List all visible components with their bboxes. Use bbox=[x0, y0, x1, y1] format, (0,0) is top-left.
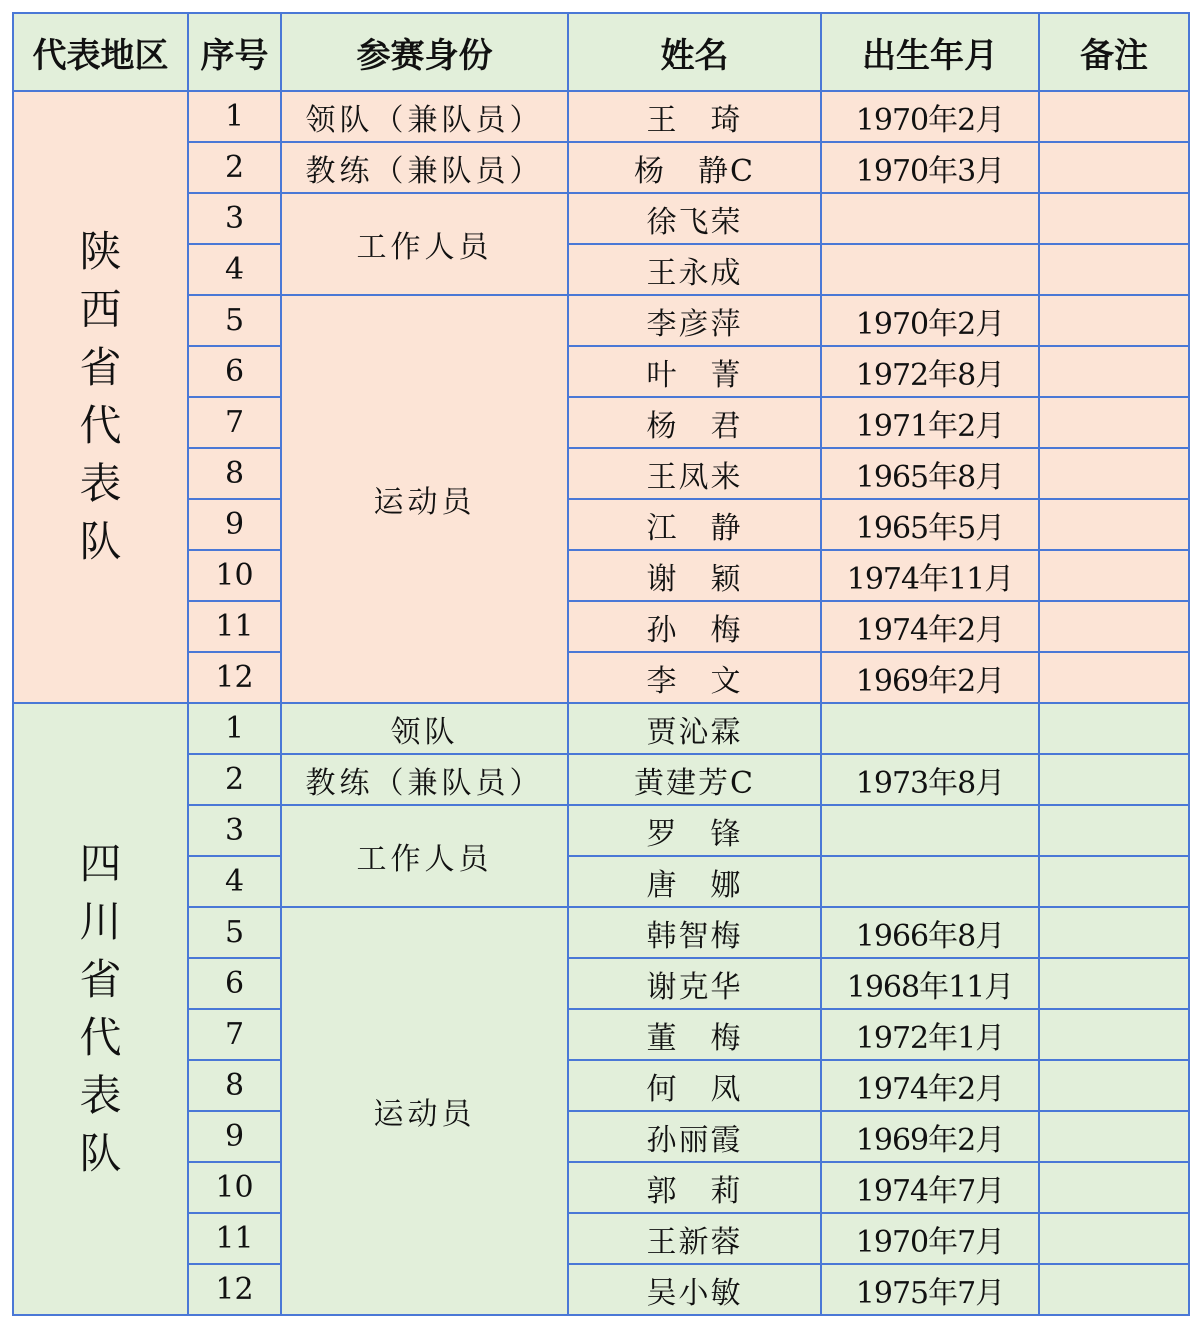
birth-cell[interactable]: 1974年11月 bbox=[821, 550, 1039, 601]
header-row bbox=[13, 13, 1189, 91]
name-cell[interactable]: 吴小敏 bbox=[568, 1264, 821, 1315]
table-row bbox=[13, 448, 1189, 499]
note-cell[interactable] bbox=[1039, 1162, 1189, 1213]
birth-cell[interactable]: 1974年7月 bbox=[821, 1162, 1039, 1213]
note-cell[interactable] bbox=[1039, 805, 1189, 856]
birth-cell[interactable]: 1970年2月 bbox=[821, 295, 1039, 346]
note-cell[interactable] bbox=[1039, 1213, 1189, 1264]
seq-cell[interactable]: 7 bbox=[188, 397, 281, 448]
role-cell[interactable]: 教练（兼队员） bbox=[281, 142, 568, 193]
name-cell[interactable]: 叶 菁 bbox=[568, 346, 821, 397]
table-row bbox=[13, 550, 1189, 601]
table-row bbox=[13, 295, 1189, 346]
note-cell[interactable] bbox=[1039, 397, 1189, 448]
role-cell[interactable]: 工作人员 bbox=[281, 193, 568, 295]
table-row bbox=[13, 193, 1189, 244]
seq-cell[interactable]: 12 bbox=[188, 1264, 281, 1315]
role-cell[interactable]: 运动员 bbox=[281, 907, 568, 1315]
note-cell[interactable] bbox=[1039, 1111, 1189, 1162]
name-cell[interactable]: 郭 莉 bbox=[568, 1162, 821, 1213]
name-cell[interactable]: 韩智梅 bbox=[568, 907, 821, 958]
region-label: 四川省代表队 bbox=[79, 839, 122, 1178]
seq-cell[interactable]: 10 bbox=[188, 1162, 281, 1213]
note-cell[interactable] bbox=[1039, 244, 1189, 295]
name-cell[interactable]: 唐 娜 bbox=[568, 856, 821, 907]
team-roster-table bbox=[12, 12, 1190, 1316]
birth-cell[interactable]: 1973年8月 bbox=[821, 754, 1039, 805]
birth-cell[interactable]: 1971年2月 bbox=[821, 397, 1039, 448]
table-row bbox=[13, 1009, 1189, 1060]
birth-cell[interactable]: 1970年7月 bbox=[821, 1213, 1039, 1264]
header-region[interactable]: 代表地区 bbox=[13, 13, 188, 91]
table-row bbox=[13, 244, 1189, 295]
seq-cell[interactable]: 8 bbox=[188, 448, 281, 499]
note-cell[interactable] bbox=[1039, 1060, 1189, 1111]
seq-cell[interactable]: 3 bbox=[188, 193, 281, 244]
table-row bbox=[13, 142, 1189, 193]
table-row bbox=[13, 499, 1189, 550]
table-row bbox=[13, 346, 1189, 397]
table-row bbox=[13, 805, 1189, 856]
name-cell[interactable]: 王永成 bbox=[568, 244, 821, 295]
seq-cell[interactable]: 9 bbox=[188, 499, 281, 550]
name-cell[interactable]: 贾沁霖 bbox=[568, 703, 821, 754]
table-row bbox=[13, 397, 1189, 448]
note-cell[interactable] bbox=[1039, 856, 1189, 907]
birth-cell[interactable]: 1974年2月 bbox=[821, 1060, 1039, 1111]
table-row bbox=[13, 1264, 1189, 1315]
birth-cell[interactable] bbox=[821, 703, 1039, 754]
birth-cell[interactable]: 1970年2月 bbox=[821, 91, 1039, 142]
header-seq[interactable]: 序号 bbox=[188, 13, 281, 91]
note-cell[interactable] bbox=[1039, 193, 1189, 244]
table-row bbox=[13, 958, 1189, 1009]
region-label: 陕西省代表队 bbox=[79, 227, 122, 566]
name-cell[interactable]: 徐飞荣 bbox=[568, 193, 821, 244]
table-row bbox=[13, 652, 1189, 703]
role-cell[interactable]: 领队 bbox=[281, 703, 568, 754]
name-cell[interactable]: 王 琦 bbox=[568, 91, 821, 142]
note-cell[interactable] bbox=[1039, 1009, 1189, 1060]
seq-cell[interactable]: 6 bbox=[188, 346, 281, 397]
region-cell[interactable] bbox=[13, 703, 188, 1315]
birth-cell[interactable] bbox=[821, 856, 1039, 907]
header-role[interactable]: 参赛身份 bbox=[281, 13, 568, 91]
birth-cell[interactable] bbox=[821, 193, 1039, 244]
note-cell[interactable] bbox=[1039, 958, 1189, 1009]
seq-cell[interactable]: 12 bbox=[188, 652, 281, 703]
seq-cell[interactable]: 8 bbox=[188, 1060, 281, 1111]
note-cell[interactable] bbox=[1039, 703, 1189, 754]
birth-cell[interactable]: 1965年8月 bbox=[821, 448, 1039, 499]
region-cell[interactable] bbox=[13, 91, 188, 703]
seq-cell[interactable]: 4 bbox=[188, 244, 281, 295]
name-cell[interactable]: 黄建芳C bbox=[568, 754, 821, 805]
note-cell[interactable] bbox=[1039, 1264, 1189, 1315]
seq-cell[interactable]: 5 bbox=[188, 907, 281, 958]
birth-cell[interactable]: 1969年2月 bbox=[821, 1111, 1039, 1162]
name-cell[interactable]: 孙丽霞 bbox=[568, 1111, 821, 1162]
name-cell[interactable]: 杨 君 bbox=[568, 397, 821, 448]
name-cell[interactable]: 谢 颖 bbox=[568, 550, 821, 601]
seq-cell[interactable]: 7 bbox=[188, 1009, 281, 1060]
birth-cell[interactable]: 1975年7月 bbox=[821, 1264, 1039, 1315]
table-row bbox=[13, 856, 1189, 907]
birth-cell[interactable]: 1972年1月 bbox=[821, 1009, 1039, 1060]
seq-cell[interactable]: 5 bbox=[188, 295, 281, 346]
note-cell[interactable] bbox=[1039, 652, 1189, 703]
name-cell[interactable]: 王凤来 bbox=[568, 448, 821, 499]
role-cell[interactable]: 领队（兼队员） bbox=[281, 91, 568, 142]
header-birth[interactable]: 出生年月 bbox=[821, 13, 1039, 91]
seq-cell[interactable]: 10 bbox=[188, 550, 281, 601]
role-cell[interactable]: 运动员 bbox=[281, 295, 568, 703]
name-cell[interactable]: 杨 静C bbox=[568, 142, 821, 193]
note-cell[interactable] bbox=[1039, 499, 1189, 550]
name-cell[interactable]: 李 文 bbox=[568, 652, 821, 703]
note-cell[interactable] bbox=[1039, 295, 1189, 346]
table-row bbox=[13, 1162, 1189, 1213]
roster-body bbox=[13, 91, 1189, 1315]
table-row bbox=[13, 1213, 1189, 1264]
note-cell[interactable] bbox=[1039, 601, 1189, 652]
note-cell[interactable] bbox=[1039, 550, 1189, 601]
role-cell[interactable]: 教练（兼队员） bbox=[281, 754, 568, 805]
note-cell[interactable] bbox=[1039, 448, 1189, 499]
table-row bbox=[13, 703, 1189, 754]
seq-cell[interactable]: 11 bbox=[188, 1213, 281, 1264]
seq-cell[interactable]: 11 bbox=[188, 601, 281, 652]
birth-cell[interactable]: 1965年5月 bbox=[821, 499, 1039, 550]
table-row bbox=[13, 754, 1189, 805]
name-cell[interactable]: 孙 梅 bbox=[568, 601, 821, 652]
seq-cell[interactable]: 1 bbox=[188, 91, 281, 142]
header-note[interactable]: 备注 bbox=[1039, 13, 1189, 91]
birth-cell[interactable]: 1968年11月 bbox=[821, 958, 1039, 1009]
table-row bbox=[13, 1060, 1189, 1111]
header-name[interactable]: 姓名 bbox=[568, 13, 821, 91]
birth-cell[interactable]: 1972年8月 bbox=[821, 346, 1039, 397]
name-cell[interactable]: 李彦萍 bbox=[568, 295, 821, 346]
note-cell[interactable] bbox=[1039, 142, 1189, 193]
birth-cell[interactable]: 1974年2月 bbox=[821, 601, 1039, 652]
note-cell[interactable] bbox=[1039, 754, 1189, 805]
seq-cell[interactable]: 6 bbox=[188, 958, 281, 1009]
seq-cell[interactable]: 2 bbox=[188, 142, 281, 193]
seq-cell[interactable]: 3 bbox=[188, 805, 281, 856]
name-cell[interactable]: 罗 锋 bbox=[568, 805, 821, 856]
role-cell[interactable]: 工作人员 bbox=[281, 805, 568, 907]
birth-cell[interactable] bbox=[821, 805, 1039, 856]
note-cell[interactable] bbox=[1039, 907, 1189, 958]
seq-cell[interactable]: 9 bbox=[188, 1111, 281, 1162]
name-cell[interactable]: 董 梅 bbox=[568, 1009, 821, 1060]
birth-cell[interactable]: 1970年3月 bbox=[821, 142, 1039, 193]
name-cell[interactable]: 王新蓉 bbox=[568, 1213, 821, 1264]
name-cell[interactable]: 何 凤 bbox=[568, 1060, 821, 1111]
birth-cell[interactable]: 1966年8月 bbox=[821, 907, 1039, 958]
birth-cell[interactable]: 1969年2月 bbox=[821, 652, 1039, 703]
name-cell[interactable]: 谢克华 bbox=[568, 958, 821, 1009]
table-row bbox=[13, 907, 1189, 958]
note-cell[interactable] bbox=[1039, 346, 1189, 397]
seq-cell[interactable]: 1 bbox=[188, 703, 281, 754]
birth-cell[interactable] bbox=[821, 244, 1039, 295]
seq-cell[interactable]: 4 bbox=[188, 856, 281, 907]
note-cell[interactable] bbox=[1039, 91, 1189, 142]
table-row bbox=[13, 91, 1189, 142]
name-cell[interactable]: 江 静 bbox=[568, 499, 821, 550]
seq-cell[interactable]: 2 bbox=[188, 754, 281, 805]
table-row bbox=[13, 601, 1189, 652]
table-row bbox=[13, 1111, 1189, 1162]
